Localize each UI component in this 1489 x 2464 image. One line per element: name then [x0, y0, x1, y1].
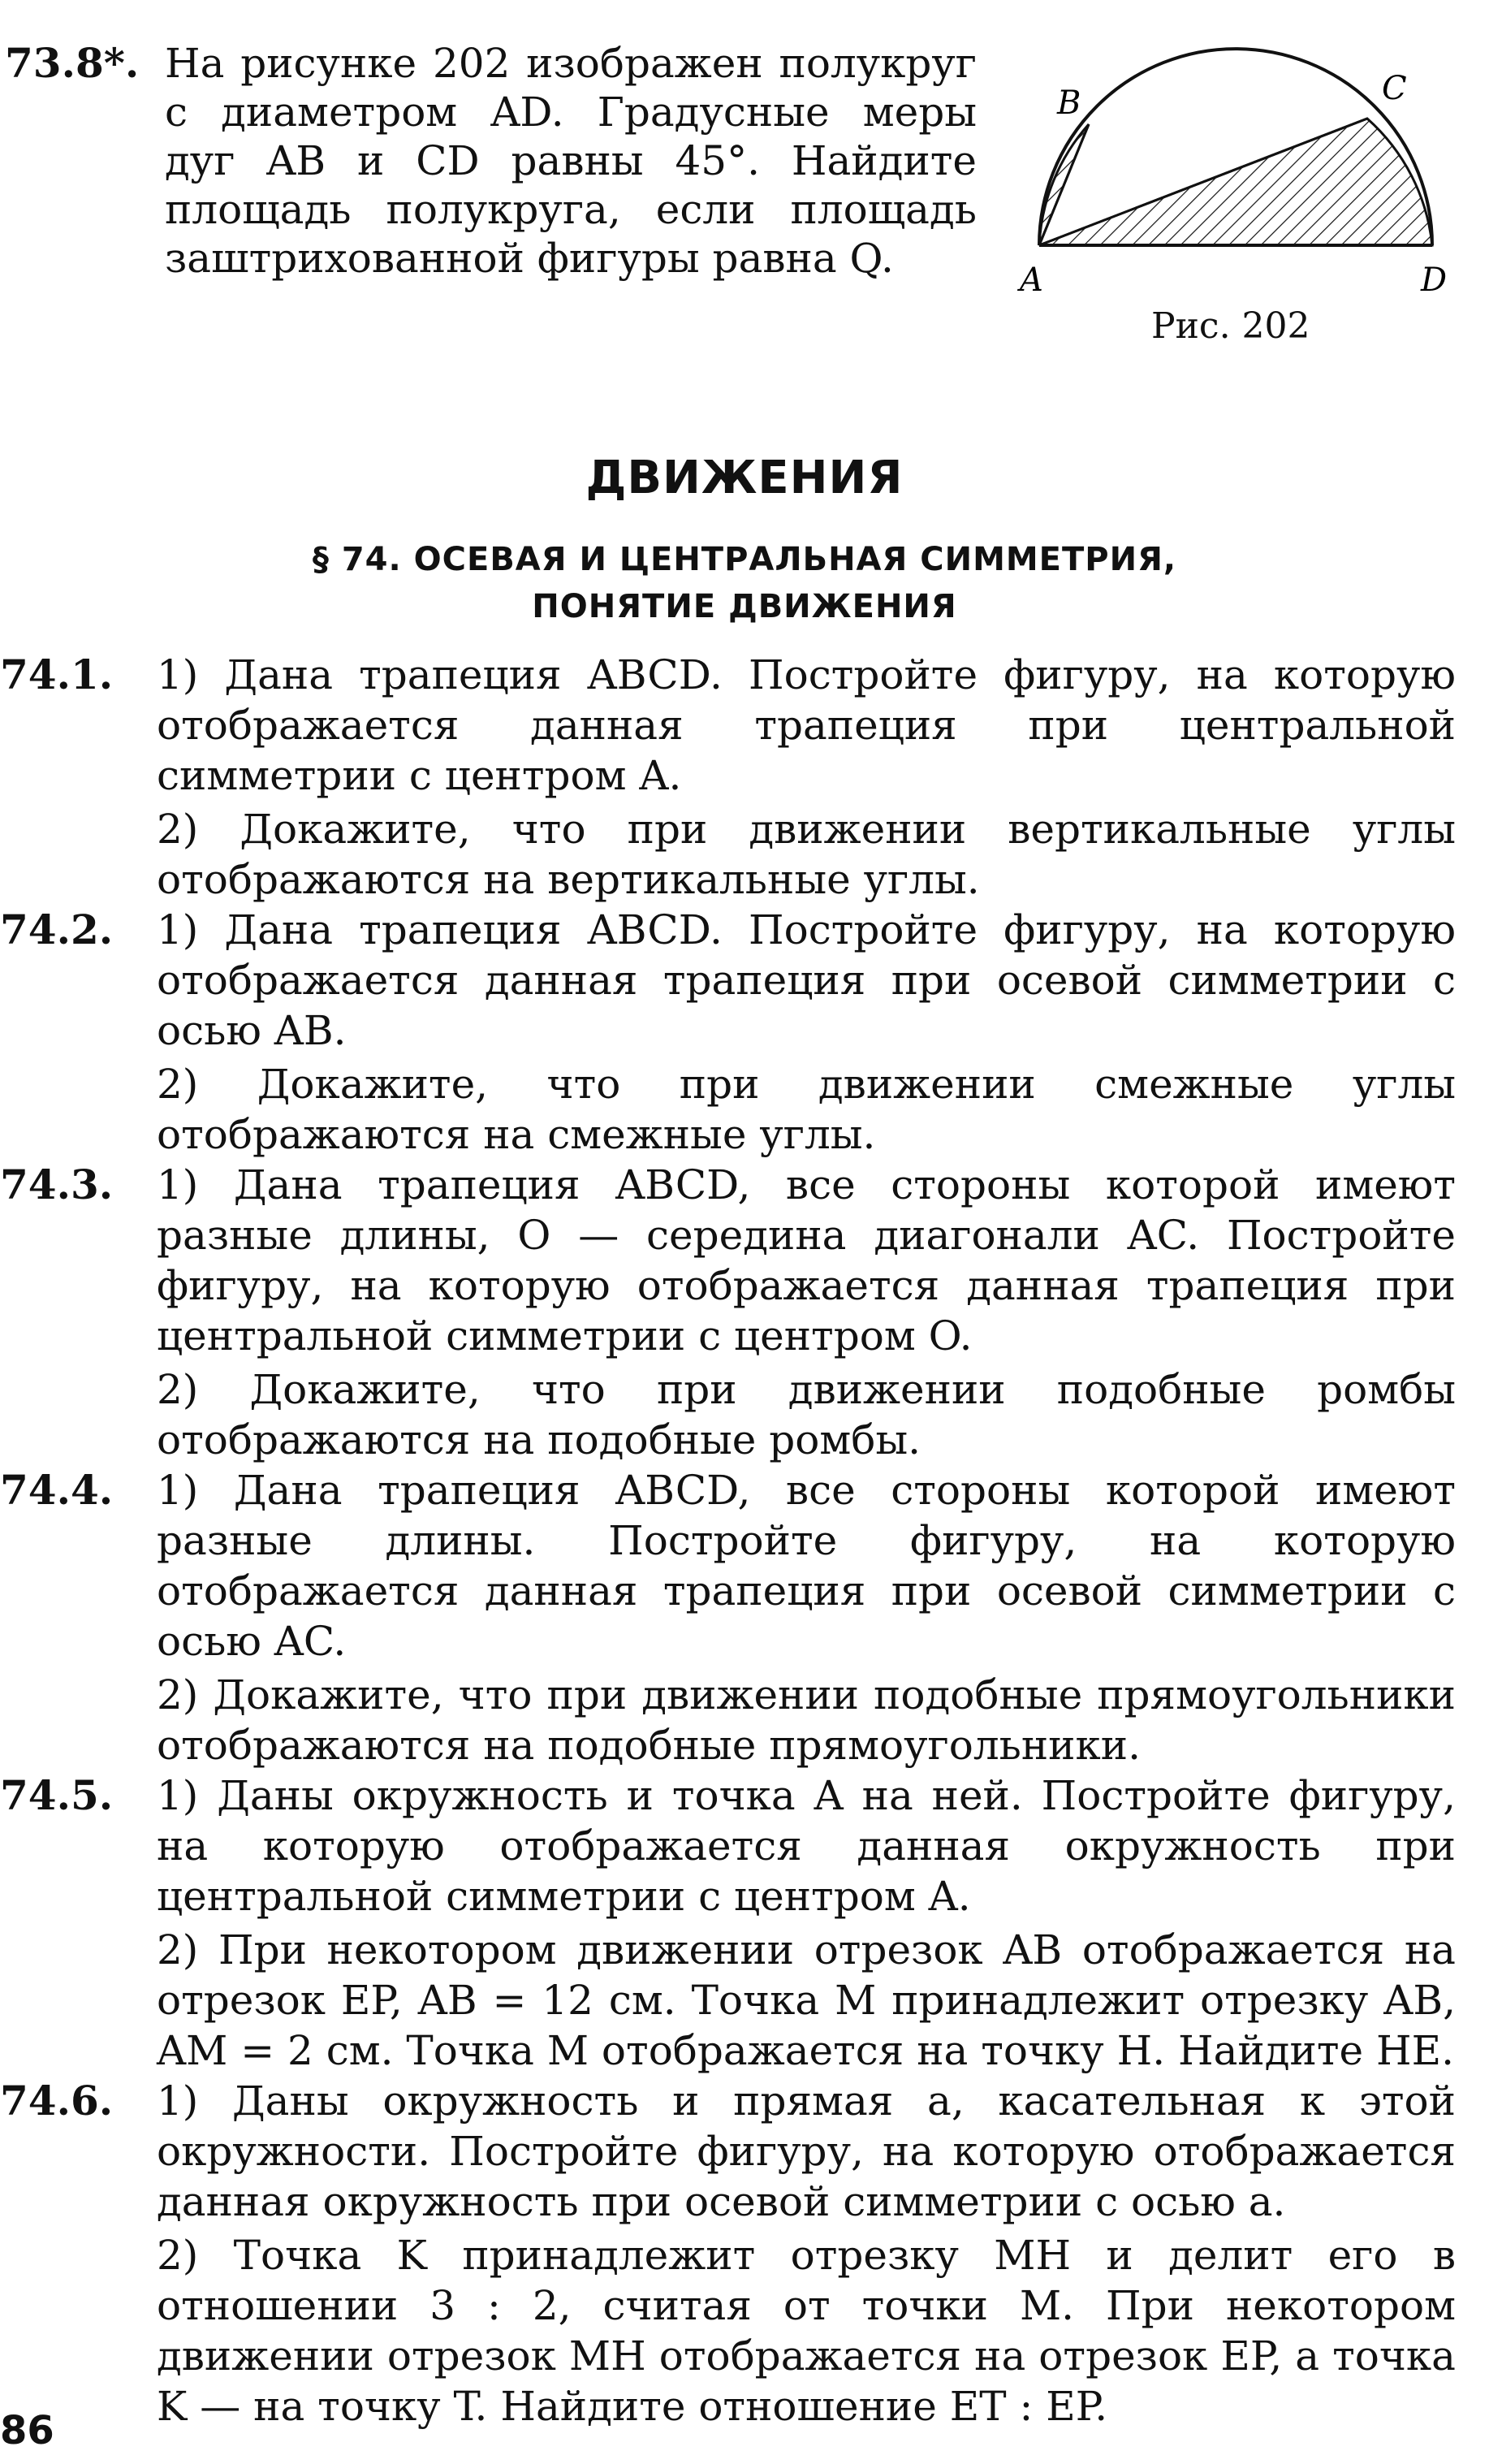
section-title: ДВИЖЕНИЯ	[585, 452, 904, 504]
figure-caption: Рис. 202	[1151, 305, 1310, 347]
problem-part-1: 1) Дана трапеция ABCD. Постройте фигуру, на которую отображается данная трапеция при центральной симметрии с центром A.	[157, 651, 1456, 799]
problem-number: 74.3.	[0, 1161, 114, 1208]
problem-part-1: 1) Дана трапеция ABCD, все стороны которой имеют разные длины. Постройте фигуру, на которую отображается данная трапеция при осевой симметрии с осью AC.	[157, 1467, 1456, 1665]
shaded-region-acd	[1039, 119, 1432, 245]
problem-part-1: 1) Дана трапеция ABCD, все стороны которой имеют разные длины, O — середина диагонали AC. Постройте фигуру, на которую отображается данная трапеция при центральной симметрии с центром O.	[157, 1161, 1456, 1360]
problem-number: 74.5.	[0, 1771, 114, 1819]
problem-74-1	[0, 650, 1489, 905]
problem-number: 74.2.	[0, 906, 114, 953]
problem-part-1: 1) Даны окружность и точка A на ней. Постройте фигуру, на которую отображается данная окружность при центральной симметрии с центром A.	[157, 1772, 1456, 1920]
label-d: D	[1421, 262, 1448, 299]
paragraph-title	[0, 536, 1489, 630]
problem-74-6	[0, 2076, 1489, 2432]
problem-number: 74.4.	[0, 1466, 114, 1514]
label-c: C	[1382, 70, 1407, 107]
problem-part-2: 2) При некотором движении отрезок AB отображается на отрезок EP, AB = 12 см. Точка M принадлежит отрезку AB, AM = 2 см. Точка M отображается на точку H. Найдите HE.	[157, 1926, 1456, 2074]
problem-74-5	[0, 1770, 1489, 2076]
problem-part-2: 2) Докажите, что при движении смежные углы отображаются на смежные углы.	[157, 1061, 1456, 1158]
problem-part-2: 2) Докажите, что при движении подобные ромбы отображаются на подобные ромбы.	[157, 1366, 1456, 1463]
paragraph-title-line2: ПОНЯТИЕ ДВИЖЕНИЯ	[532, 588, 957, 625]
problem-part-2: 2) Точка K принадлежит отрезку MH и делит его в отношении 3 : 2, считая от точки M. При некотором движении отрезок MH отображается на отрезок EP, а точка K — на точку T. Найдите отношение ET : EP.	[157, 2232, 1456, 2430]
problem-number: 74.1.	[0, 651, 114, 698]
label-b: B	[1057, 84, 1081, 122]
problem-74-4	[0, 1465, 1489, 1770]
problem-part-1: 1) Даны окружность и прямая a, касательная к этой окружности. Постройте фигуру, на которую отображается данная окружность при осевой симметрии с осью a.	[157, 2077, 1456, 2225]
paragraph-title-line1: § 74. ОСЕВАЯ И ЦЕНТРАЛЬНАЯ СИММЕТРИЯ,	[312, 541, 1177, 578]
page-number: 86	[0, 2408, 54, 2453]
chord-ab	[1039, 124, 1089, 245]
problem-part-1: 1) Дана трапеция ABCD. Постройте фигуру, на которую отображается данная трапеция при осевой симметрии с осью AB.	[157, 906, 1456, 1054]
label-a: A	[1020, 262, 1043, 299]
problem-74-2	[0, 905, 1489, 1160]
problem-list	[0, 650, 1489, 2432]
problem-74-3	[0, 1160, 1489, 1465]
problem-text: На рисунке 202 изображен полукруг с диаметром AD. Градусные меры дуг AB и CD равны 45°. Найдите площадь полукруга, если площадь заштрихованной фигуры равна Q.	[165, 40, 977, 282]
problem-number: 74.6.	[0, 2077, 114, 2125]
problem-number: 73.8*.	[5, 39, 140, 87]
problem-part-2: 2) Докажите, что при движении вертикальные углы отображаются на вертикальные углы.	[157, 806, 1456, 903]
problem-part-2: 2) Докажите, что при движении подобные прямоугольники отображаются на подобные прямоугольники.	[157, 1671, 1456, 1769]
